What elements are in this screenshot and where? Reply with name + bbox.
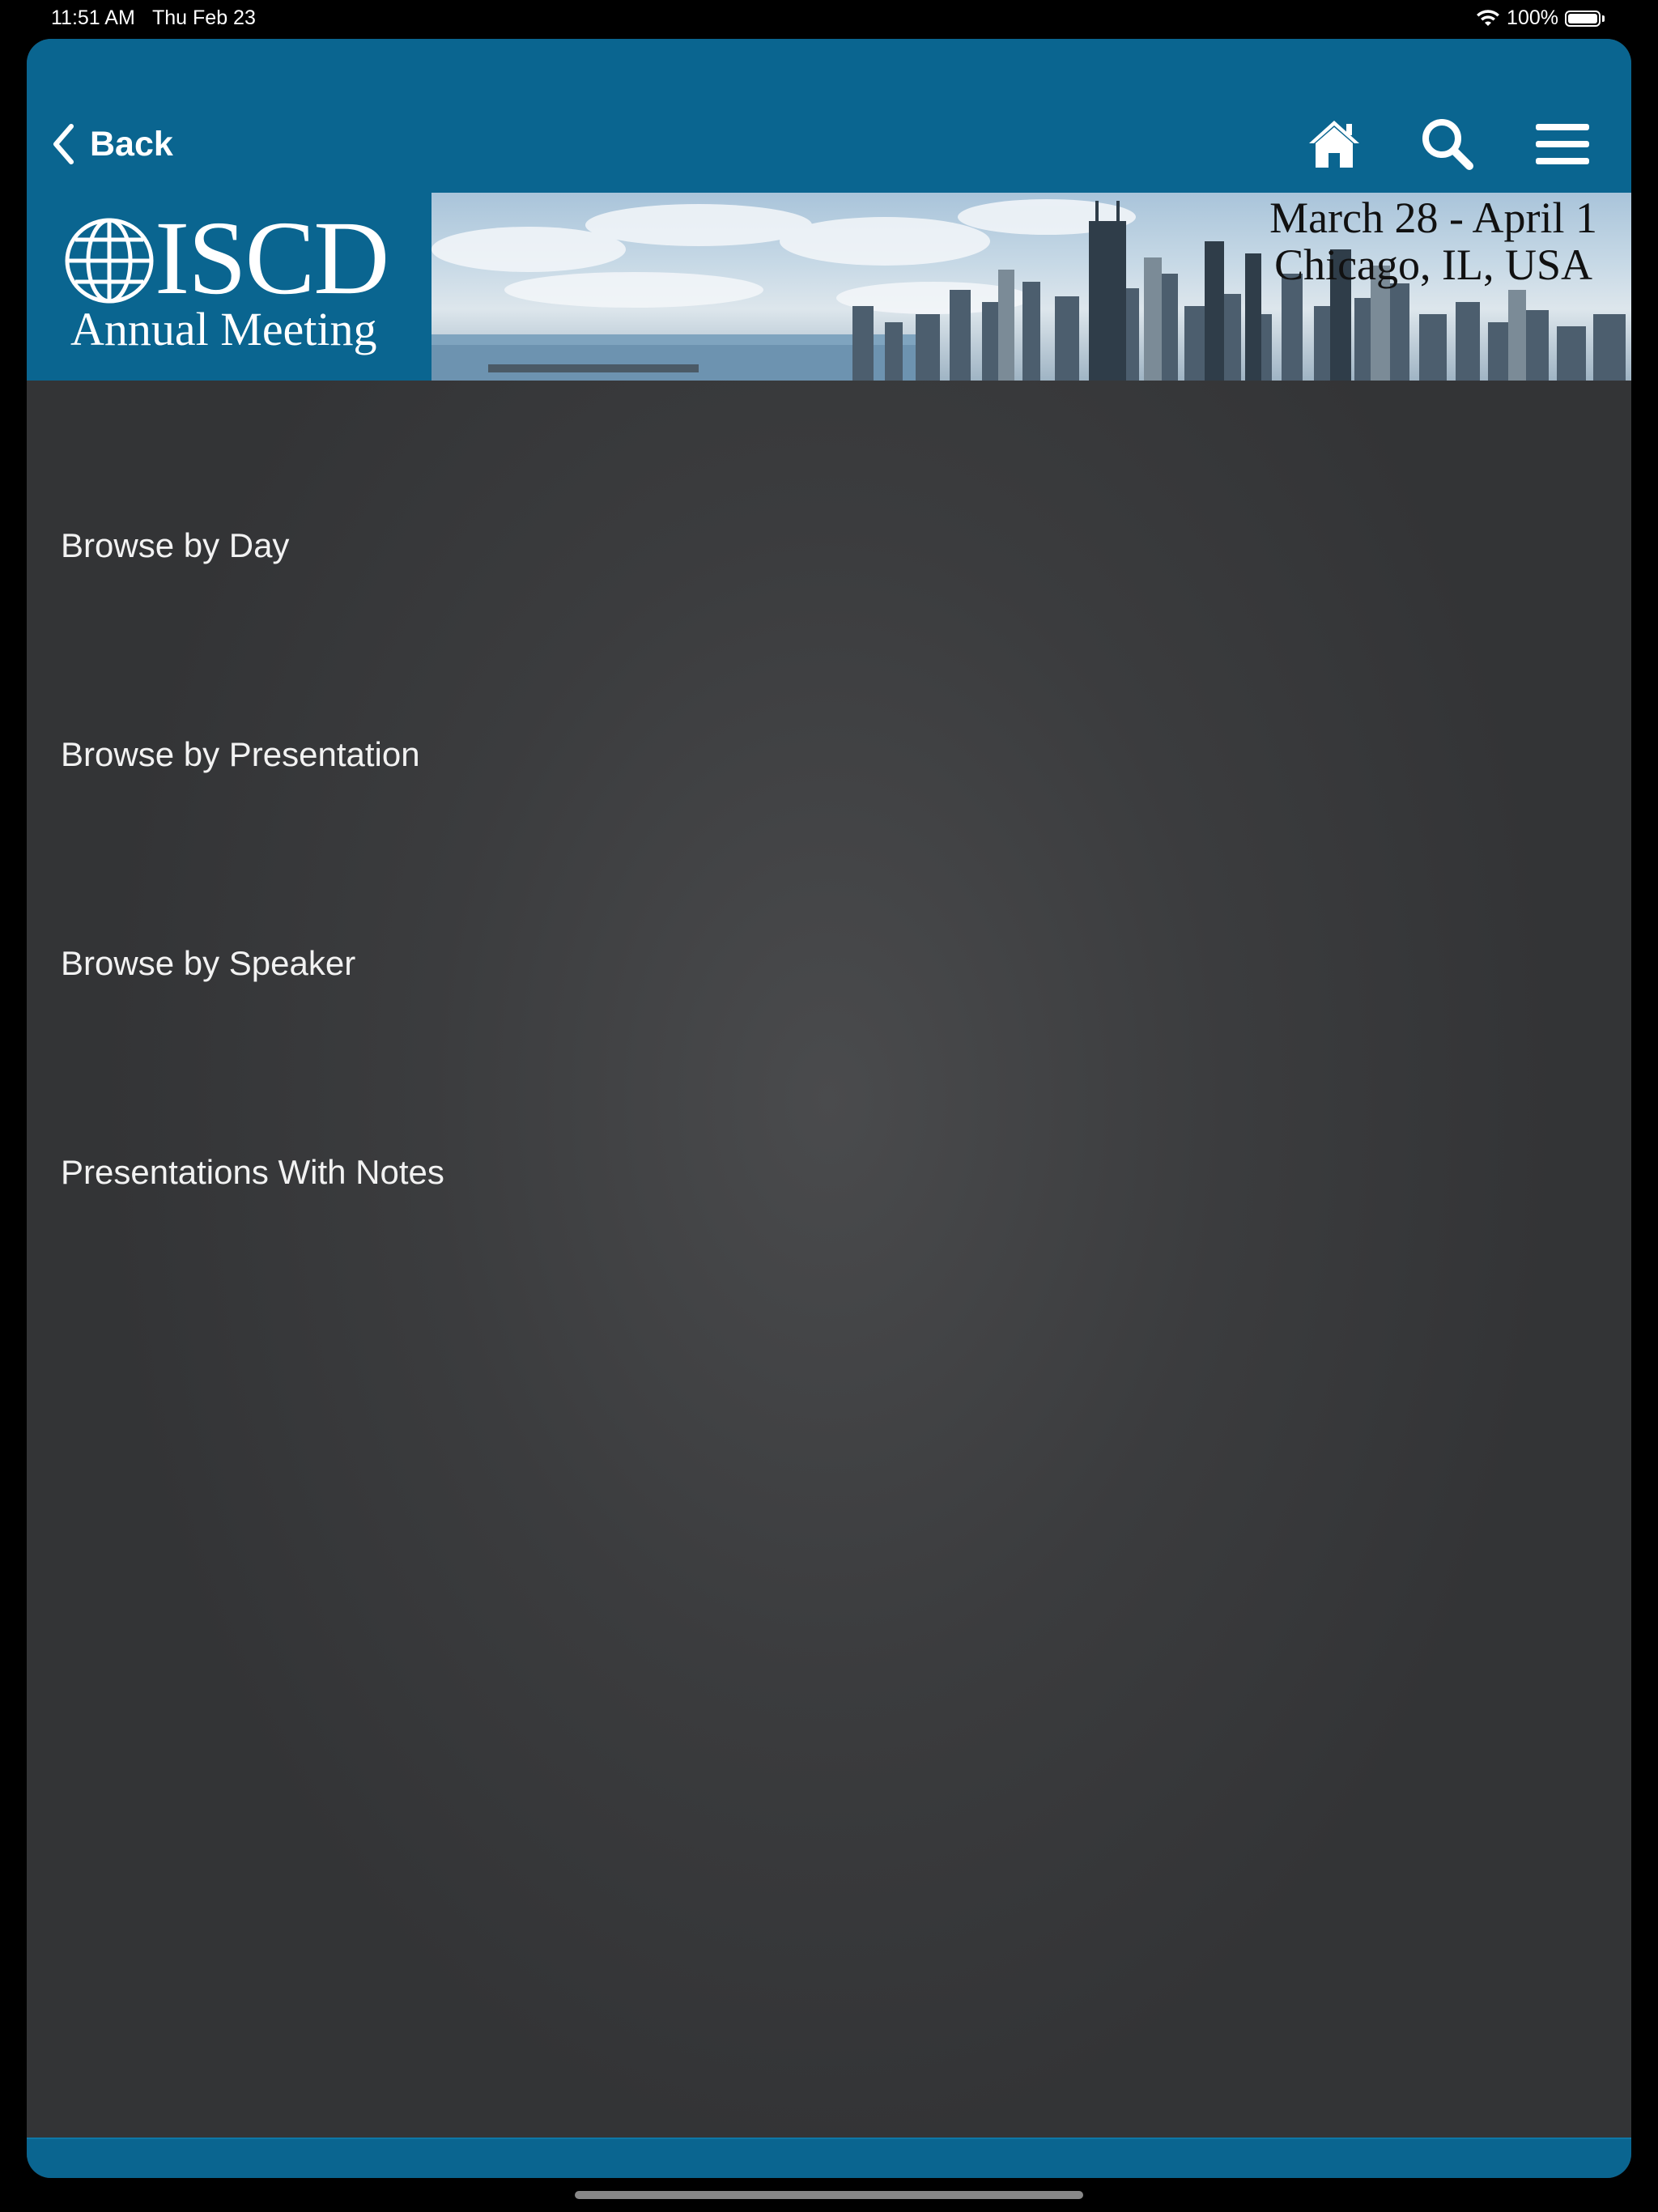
status-bar <box>0 0 1658 39</box>
menu-button[interactable] <box>1534 116 1591 172</box>
battery-cap <box>1602 15 1605 22</box>
status-date: Thu Feb 23 <box>152 6 256 29</box>
logo-title: ISCD <box>155 200 389 317</box>
app-window <box>27 39 1631 2178</box>
globe-icon <box>64 217 155 304</box>
home-button[interactable] <box>1306 116 1363 172</box>
event-dates-line1: March 28 - April 1 <box>1269 194 1597 242</box>
battery-icon <box>1565 11 1601 27</box>
search-button[interactable] <box>1419 116 1476 172</box>
home-indicator[interactable] <box>575 2191 1083 2199</box>
search-icon <box>1419 116 1476 172</box>
wifi-icon <box>1476 9 1500 28</box>
home-icon <box>1306 116 1363 172</box>
logo-subtitle: Annual Meeting <box>70 303 377 355</box>
chevron-left-icon <box>51 123 75 165</box>
menu-icon <box>1534 116 1591 172</box>
battery-percent: 100% <box>1507 6 1558 29</box>
status-time: 11:51 AM <box>51 6 135 29</box>
back-button[interactable] <box>51 120 173 168</box>
browse-by-speaker-item[interactable]: Browse by Speaker <box>61 944 356 982</box>
browse-by-presentation-item[interactable]: Browse by Presentation <box>61 735 420 773</box>
back-label: Back <box>90 124 173 164</box>
content-area <box>27 381 1631 2178</box>
browse-by-day-item[interactable]: Browse by Day <box>61 526 290 564</box>
skyline-image <box>432 193 1631 381</box>
footer-bar <box>27 2138 1631 2178</box>
presentations-with-notes-item[interactable]: Presentations With Notes <box>61 1153 444 1191</box>
event-banner <box>27 193 1631 381</box>
iscd-logo <box>27 193 432 381</box>
nav-bar <box>27 39 1631 193</box>
event-dates <box>1269 194 1597 288</box>
event-location: Chicago, IL, USA <box>1274 240 1593 289</box>
status-right <box>1476 6 1605 30</box>
